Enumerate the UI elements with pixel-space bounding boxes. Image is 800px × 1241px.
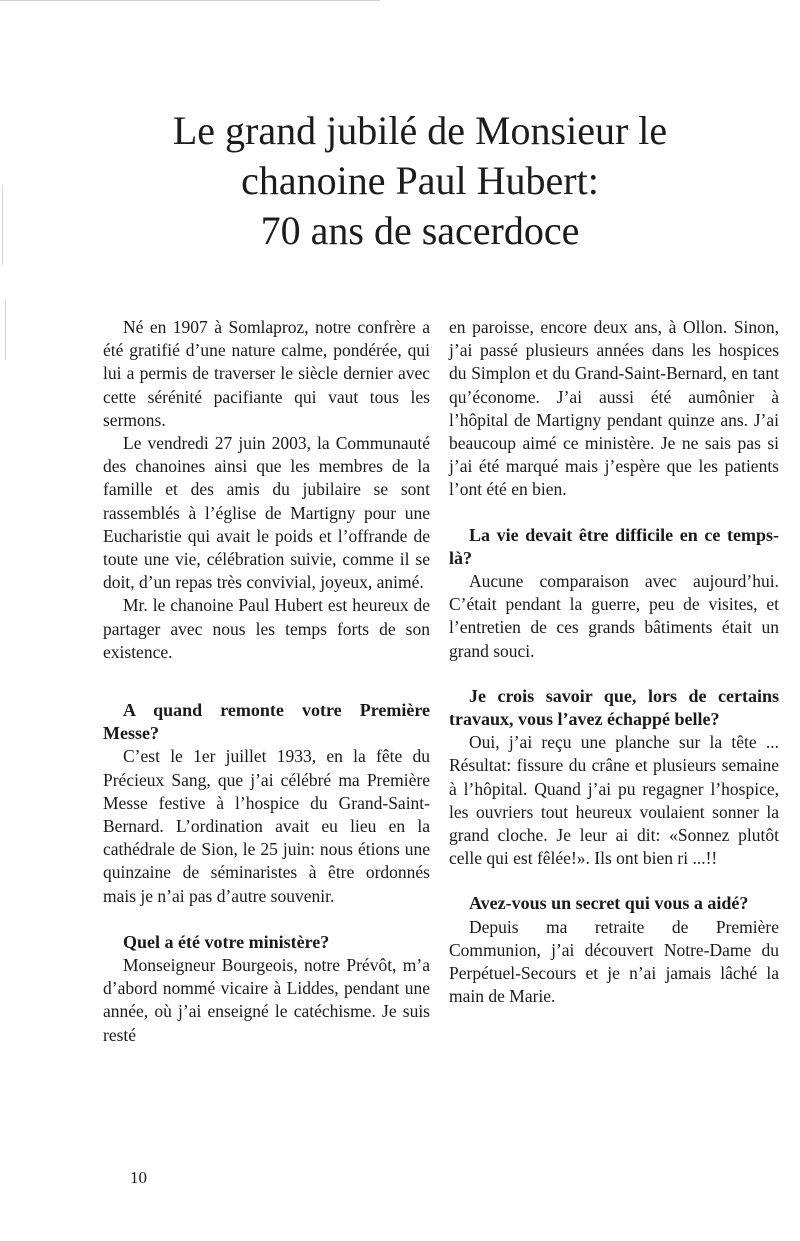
answer-paragraph: C’est le 1er juillet 1933, en la fête du Précieux Sang, que j’ai célébré ma Première Messe festive à l’hospice du Grand-Saint-Bernard. L’ordination avait eu lieu en la cathédrale de Sion, le 25 juin: nous étions une quinzaine de séminaristes à être ordonnés mais je n’ai pas d’autre souvenir. (103, 746, 430, 906)
answer-paragraph: Depuis ma retraite de Première Communion, j’ai découvert Notre-Dame du Perpétuel-Secours et je n’ai jamais lâché la main de Marie. (449, 916, 779, 1007)
answer-paragraph: Monseigneur Bourgeois, notre Prévôt, m’a d’abord nommé vicaire à Liddes, pendant une année, où j’ai enseigné le catéchisme. Je suis resté (103, 955, 430, 1045)
answer-paragraph: Aucune comparaison avec aujourd’hui. C’était pendant la guerre, peu de visites, et l’entretien de ces grands bâtiments était un grand souci. (449, 571, 779, 661)
question-heading: Avez-vous un secret qui vous a aidé? (469, 893, 749, 914)
question-heading: A quand remonte votre Première Messe? (103, 700, 430, 744)
right-column (449, 316, 779, 1008)
title-line-3: 70 ans de sacerdoce (260, 208, 580, 253)
intro-paragraph: Le vendredi 27 juin 2003, la Communauté des chanoines ainsi que les membres de la famille et des amis du jubilaire se sont rassemblés à l’église de Martigny pour une Eucharistie qui avait le poids et l’offrande de toute une vie, célébration suivie, comme il se doit, d’un repas très convivial, joyeux, animé. (103, 433, 430, 593)
title-line-2: chanoine Paul Hubert: (241, 158, 599, 203)
left-column (103, 316, 430, 1047)
article-title (100, 106, 740, 256)
question-heading: La vie devait être difficile en ce temps-là? (449, 524, 779, 568)
question-heading: Je crois savoir que, lors de certains travaux, vous l’avez échappé belle? (449, 685, 779, 730)
intro-paragraph: Mr. le chanoine Paul Hubert est heureux de partager avec nous les temps forts de son existence. (103, 595, 430, 662)
answer-continuation: en paroisse, encore deux ans, à Ollon. Sinon, j’ai passé plusieurs années dans les hospices du Simplon et du Grand-Saint-Bernard, en tant qu’économe. J’ai aussi été aumônier à l’hôpital de Martigny pendant quinze ans. J’ai beaucoup aimé ce ministère. Je ne sais pas si j’ai été marqué mais j’espère que les patients l’ont été en bien. (449, 317, 779, 500)
scan-edge-mark (5, 300, 6, 360)
question-heading: Quel a été votre ministère? (123, 931, 330, 952)
title-line-1: Le grand jubilé de Monsieur le (172, 108, 668, 153)
top-rule (0, 0, 380, 1)
answer-paragraph: Oui, j’ai reçu une planche sur la tête ... Résultat: fissure du crâne et plusieurs semaine à l’hôpital. Quand j’ai pu regagner l’hospice, les ouvriers tout heureux voulaient sonner la grand cloche. Je leur ai dit: «Sonnez plutôt celle qui est fêlée!». Ils ont bien ri ...!! (449, 732, 779, 869)
page-number: 10 (130, 1168, 147, 1187)
scan-edge-mark (2, 185, 3, 265)
intro-paragraph: Né en 1907 à Somlaproz, notre confrère a été gratifié d’une nature calme, pondérée, qui lui a permis de traverser le siècle dernier avec cette sérénité pacifiante qui vaut tous les sermons. (103, 317, 430, 430)
